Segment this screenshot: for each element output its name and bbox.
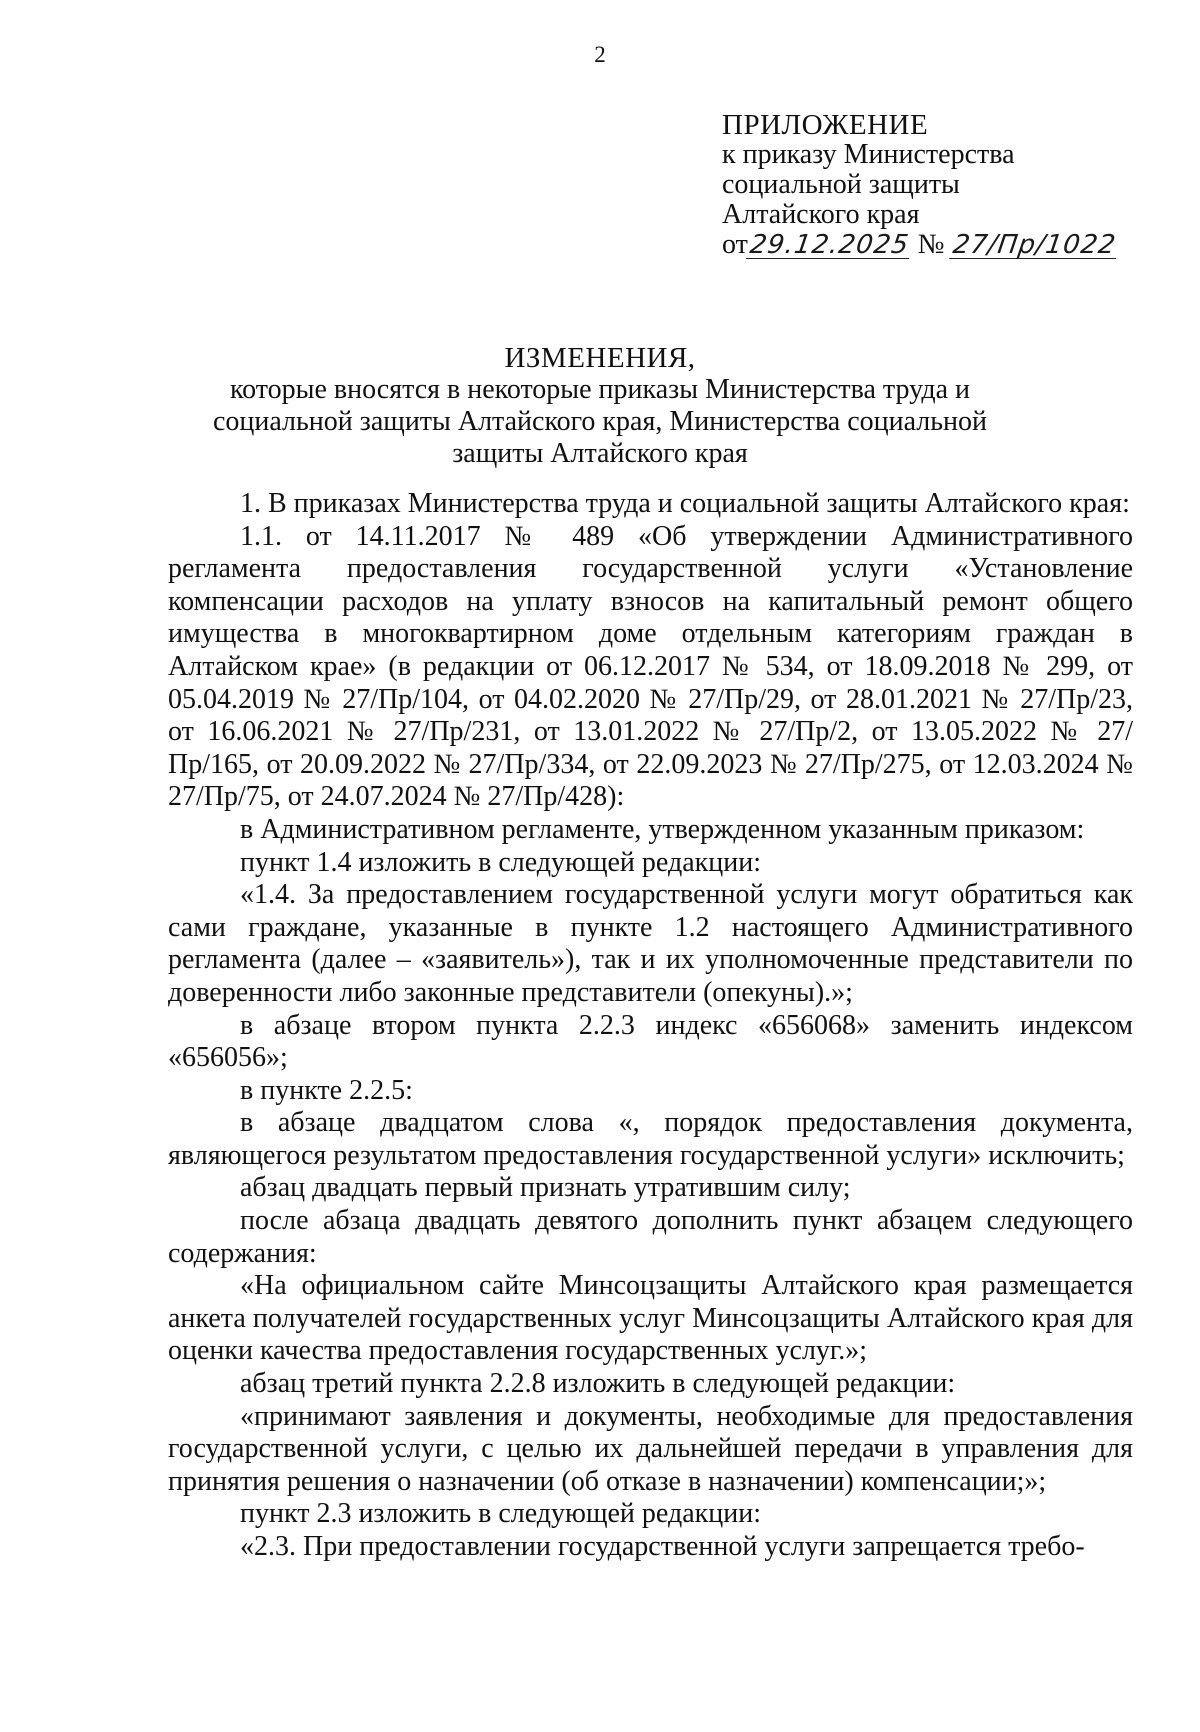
handwritten-number: 27/Пр/1022 (951, 230, 1119, 260)
document-subtitle-line-2: социальной защиты Алтайского края, Министерства социальной (212, 406, 988, 437)
appendix-line-3: Алтайского края (722, 199, 920, 230)
document-body (168, 488, 1133, 1564)
paragraph: «принимают заявления и документы, необходимые для предоставления государственной услуги, с целью их дальнейшей передачи в управления для принятия решения о назначении (об отказе в назначении) компенсации;»; (168, 1400, 1133, 1497)
paragraph: абзац двадцать первый признать утратившим силу; (240, 1172, 851, 1204)
document-title: ИЗМЕНЕНИЯ, (504, 342, 696, 374)
page-number: 2 (594, 42, 606, 67)
handwritten-date: 29.12.2025 (747, 230, 911, 260)
document-subtitle-line-1: которые вносятся в некоторые приказы Министерства труда и (229, 374, 970, 405)
paragraph: «На официальном сайте Минсоцзащиты Алтайского края размещается анкета получателей государственных услуг Минсоцзащиты Алтайского края для оценки качества предоставления государственных услуг.»; (168, 1270, 1133, 1367)
date-prefix: от (722, 229, 748, 260)
order-date-number-line (722, 230, 1118, 260)
paragraph: пункт 2.3 изложить в следующей редакции: (240, 1498, 761, 1530)
appendix-line-1: к приказу Министерства (722, 139, 1015, 170)
paragraph: пункт 1.4 изложить в следующей редакции: (240, 846, 761, 878)
paragraph: «2.3. При предоставлении государственной услуги запрещается требо- (240, 1531, 1085, 1562)
paragraph: 1.1. от 14.11.2017 № 489 «Об утверждении Административного регламента предоставления государственной услуги «Установление компенсации расходов на уплату взносов на капитальный ремонт общего имущества в многоквартирном доме отдельным категориям граждан в Алтайском крае» (в редакции от 06.12.2017 № 534, от 18.09.2018 № 299, от 05.04.2019 № 27/Пр/104, от 04.02.2020 № 27/Пр/29, от 28.01.2021 № 27/Пр/23, от 16.06.2021 № 27/Пр/231, от 13.01.2022 № 27/Пр/2, от 13.05.2022 № 27/Пр/165, от 20.09.2022 № 27/Пр/334, от 22.09.2023 № 27/Пр/275, от 12.03.2024 № 27/Пр/75, от 24.07.2024 № 27/Пр/428): (168, 520, 1133, 813)
paragraph: в абзаце втором пункта 2.2.3 индекс «656068» заменить индексом «656056»; (168, 1009, 1133, 1074)
document-title-block (0, 342, 1200, 470)
paragraph: абзац третий пункта 2.2.8 изложить в следующей редакции: (240, 1368, 956, 1400)
paragraph: в пункте 2.2.5: (240, 1074, 413, 1106)
paragraph: в Административном регламенте, утвержденном указанным приказом: (240, 813, 1085, 845)
paragraph: в абзаце двадцатом слова «, порядок предоставления документа, являющегося результатом предоставления государственной услуги» исключить; (168, 1107, 1133, 1171)
document-subtitle-line-3: защиты Алтайского края (452, 438, 748, 469)
paragraph: «1.4. За предоставлением государственной услуги могут обратиться как сами граждане, указанные в пункте 1.2 настоящего Административного регламента (далее – «заявитель»), так и их уполномоченные представители по доверенности либо законные представители (опекуны).»; (168, 879, 1133, 1008)
paragraph: 1. В приказах Министерства труда и социальной защиты Алтайского края: (240, 488, 1130, 519)
paragraph: после абзаца двадцать девятого дополнить пункт абзацем следующего содержания: (168, 1205, 1133, 1269)
appendix-line-2: социальной защиты (722, 169, 960, 200)
appendix-block (722, 110, 1118, 260)
number-prefix: № (917, 229, 945, 260)
appendix-title: ПРИЛОЖЕНИЕ (722, 109, 929, 141)
